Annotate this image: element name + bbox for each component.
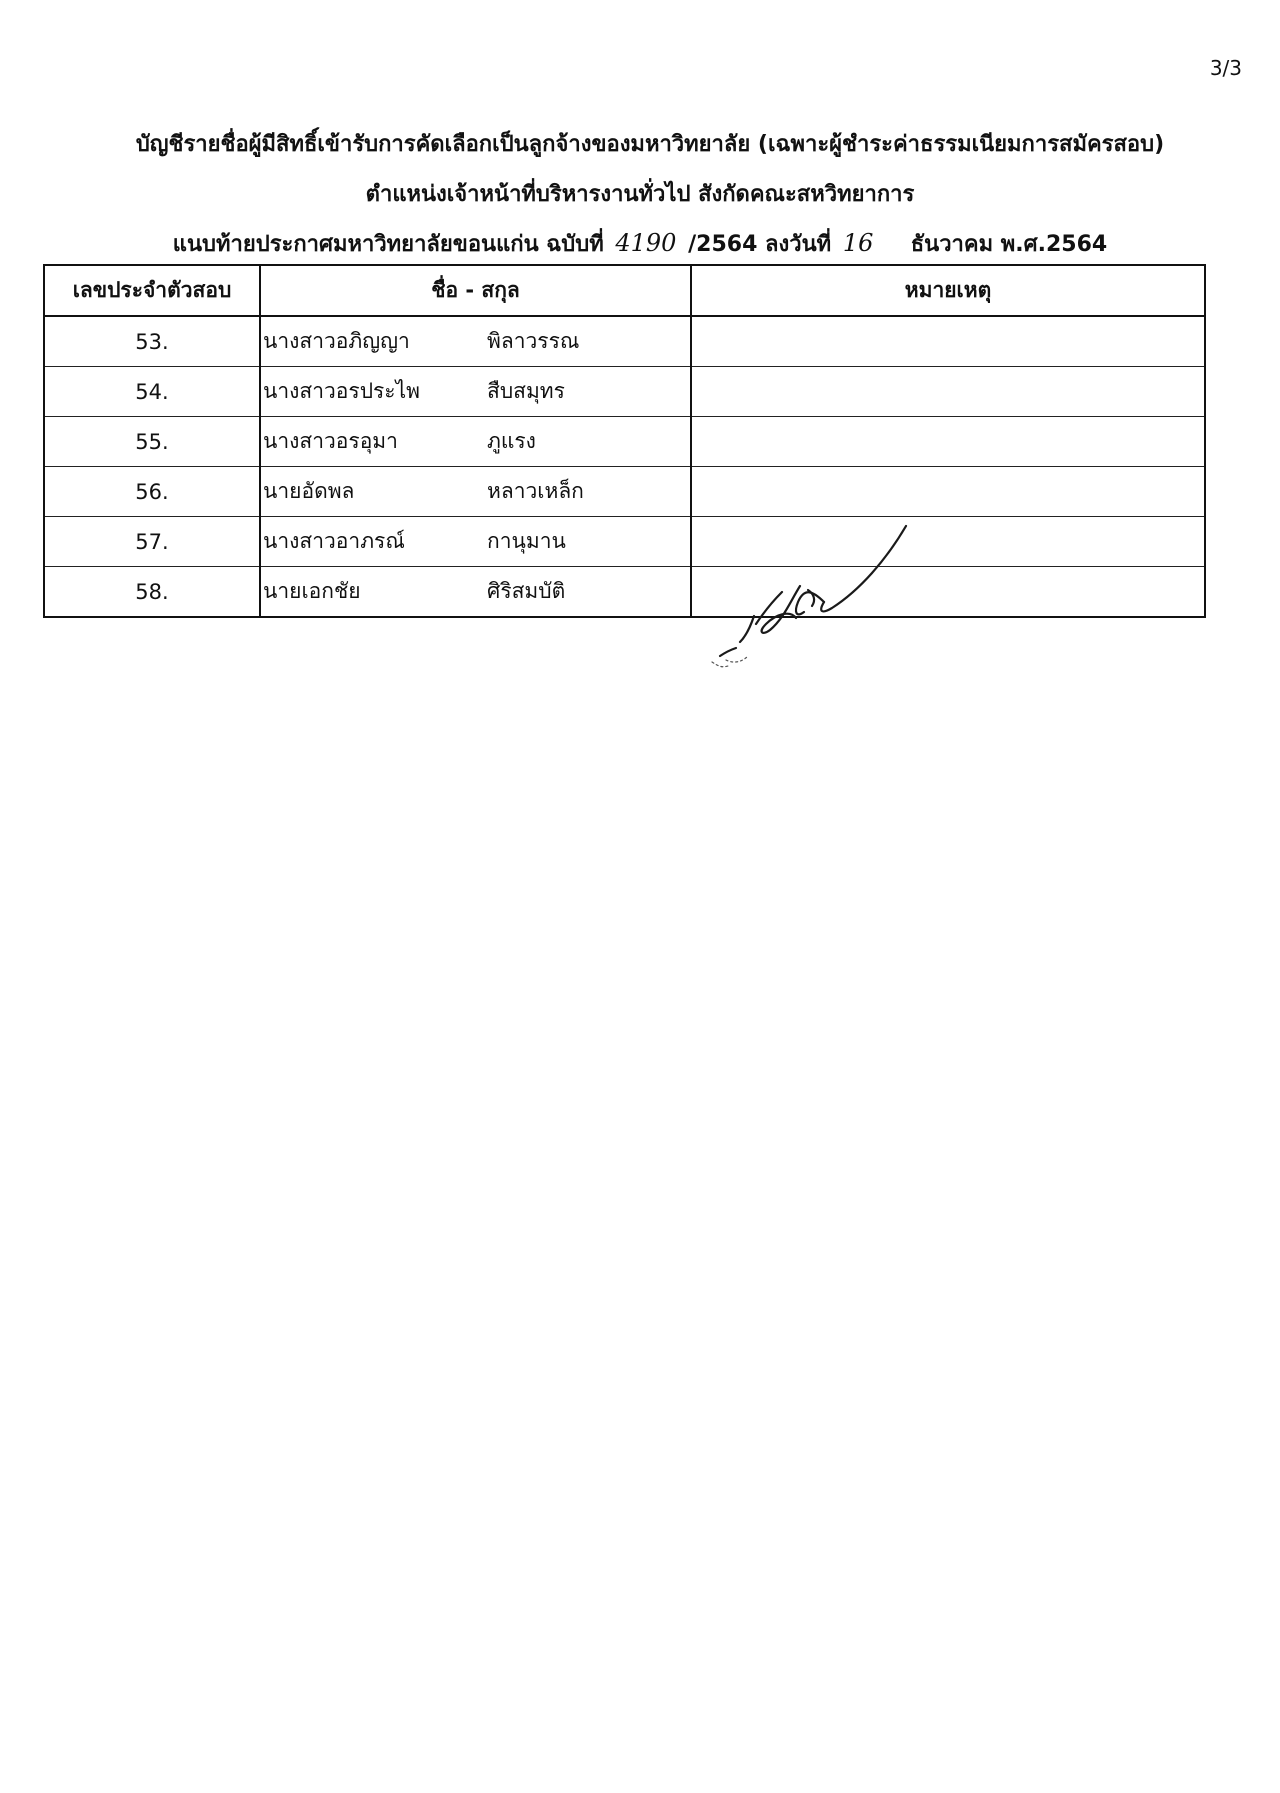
- first-name: นายเอกชัย: [263, 579, 361, 603]
- column-header-name: ชื่อ - สกุล: [260, 266, 691, 316]
- last-name: หลาวเหล็ก: [487, 479, 584, 503]
- announcement-number: 4190: [615, 229, 677, 257]
- cell-note: [691, 367, 1204, 417]
- table-header-row: [45, 266, 1204, 316]
- cell-id: 53.: [45, 316, 260, 367]
- first-name: นางสาวอภิญญา: [263, 329, 410, 353]
- document-title: บัญชีรายชื่อผู้มีสิทธิ์เข้ารับการคัดเลือกเป็นลูกจ้างของมหาวิทยาลัย (เฉพาะผู้ชำระค่าธรรมเนียมการสมัครสอบ): [135, 132, 1165, 157]
- announcement-year: /2564 ลงวันที่: [688, 232, 832, 257]
- position-subtitle: ตำแหน่งเจ้าหน้าที่บริหารงานทั่วไป สังกัดคณะสหวิทยาการ: [365, 182, 915, 207]
- last-name: ศิริสมบัติ: [487, 579, 566, 603]
- cell-note: [691, 417, 1204, 467]
- last-name: ภูแรง: [487, 429, 536, 453]
- cell-name: [260, 567, 691, 617]
- cell-id: 54.: [45, 367, 260, 417]
- last-name: สืบสมุทร: [487, 379, 565, 403]
- first-name: นางสาวอรประไพ: [263, 379, 420, 403]
- candidate-table: [45, 266, 1204, 616]
- cell-name: [260, 517, 691, 567]
- cell-id: 56.: [45, 467, 260, 517]
- first-name: นางสาวอาภรณ์: [263, 529, 405, 553]
- first-name: นางสาวอรอุมา: [263, 429, 398, 453]
- announcement-prefix: แนบท้ายประกาศมหาวิทยาลัยขอนแก่น ฉบับที่: [172, 232, 604, 257]
- cell-id: 55.: [45, 417, 260, 467]
- cell-name: [260, 417, 691, 467]
- announcement-day: 16: [842, 229, 874, 257]
- cell-name: [260, 316, 691, 367]
- cell-note: [691, 467, 1204, 517]
- last-name: พิลาวรรณ: [487, 329, 580, 353]
- cell-id: 57.: [45, 517, 260, 567]
- column-header-note: หมายเหตุ: [691, 266, 1204, 316]
- cell-name: [260, 367, 691, 417]
- announcement-line: [0, 226, 1280, 261]
- table-row: [45, 417, 1204, 467]
- table-row: [45, 517, 1204, 567]
- table-row: [45, 316, 1204, 367]
- column-header-id: เลขประจำตัวสอบ: [45, 266, 260, 316]
- page-number: 3/3: [1209, 56, 1242, 80]
- cell-note: [691, 316, 1204, 367]
- first-name: นายอัดพล: [263, 479, 355, 503]
- table-row: [45, 467, 1204, 517]
- table-row: [45, 367, 1204, 417]
- handwritten-signature-icon: [700, 520, 920, 680]
- last-name: กานุมาน: [487, 529, 566, 553]
- cell-id: 58.: [45, 567, 260, 617]
- announcement-suffix: ธันวาคม พ.ศ.2564: [910, 232, 1108, 257]
- table-row: [45, 567, 1204, 617]
- cell-name: [260, 467, 691, 517]
